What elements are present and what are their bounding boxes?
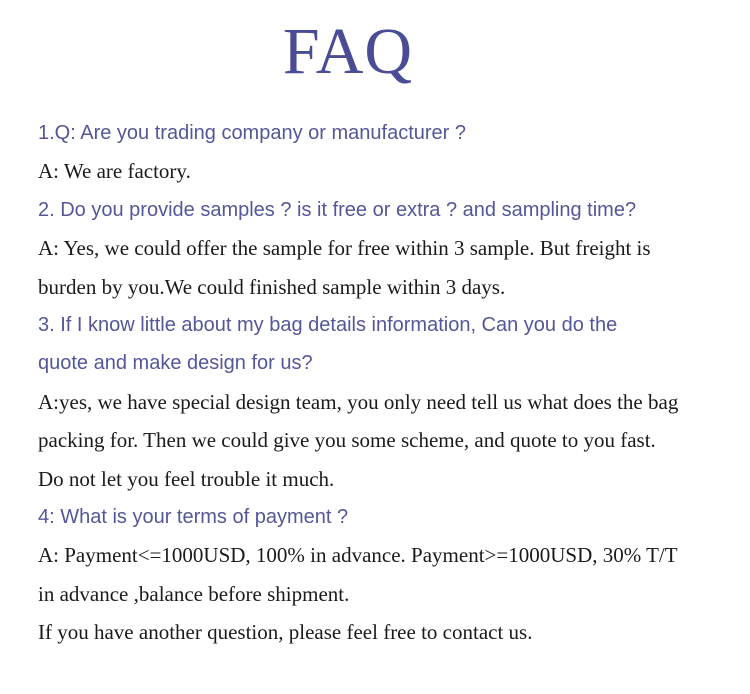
answer-3-line-3: Do not let you feel trouble it much. bbox=[38, 466, 335, 491]
closing-note-line: If you have another question, please feel free to contact us. bbox=[38, 620, 533, 645]
answer-1-line: A: We are factory. bbox=[38, 159, 191, 184]
question-4-line: 4: What is your terms of payment ? bbox=[38, 505, 349, 528]
question-3-line-2: quote and make design for us? bbox=[38, 352, 313, 375]
answer-3-line-1: A:yes, we have special design team, you only need tell us what does the bag bbox=[38, 389, 679, 414]
question-1-line: 1.Q: Are you trading company or manufacturer ? bbox=[38, 122, 466, 144]
page-title: FAQ bbox=[282, 15, 414, 88]
faq-body bbox=[38, 114, 738, 651]
answer-3-line-2: packing for. Then we could give you some scheme, and quote to you fast. bbox=[38, 428, 656, 453]
question-2-line: 2. Do you provide samples ? is it free or extra ? and sampling time? bbox=[38, 198, 637, 221]
answer-4-line-2: in advance ,balance before shipment. bbox=[38, 581, 350, 606]
answer-2-line-2: burden by you.We could finished sample within 3 days. bbox=[38, 274, 506, 299]
answer-2-line-1: A: Yes, we could offer the sample for free within 3 sample. But freight is bbox=[38, 236, 651, 261]
answer-4-line-1: A: Payment<=1000USD, 100% in advance. Payment>=1000USD, 30% T/T bbox=[38, 543, 678, 568]
question-3-line-1: 3. If I know little about my bag details information, Can you do the bbox=[38, 313, 618, 336]
